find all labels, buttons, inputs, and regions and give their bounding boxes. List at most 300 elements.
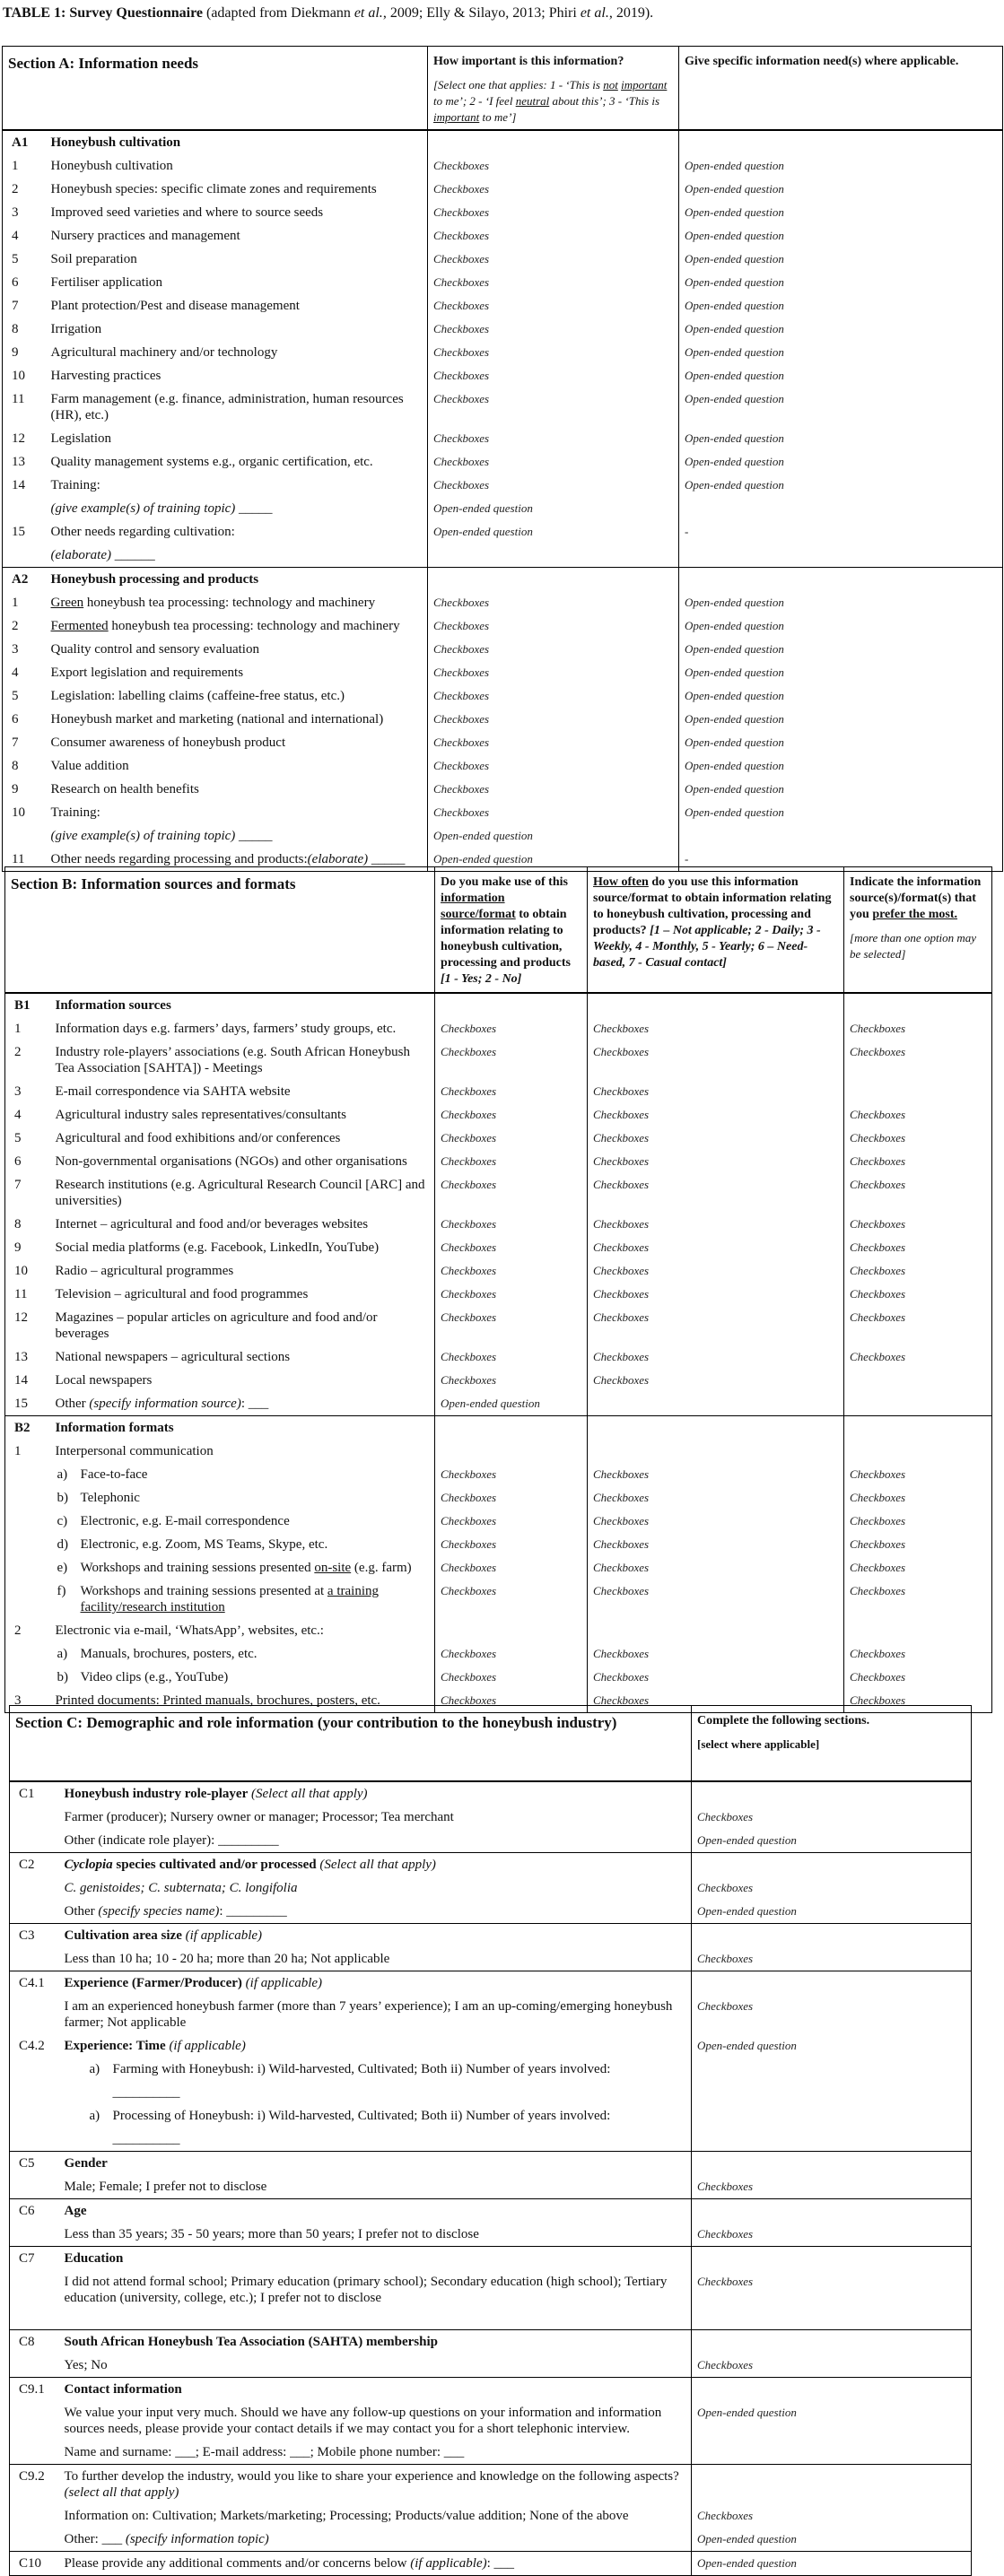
checkboxes-cell[interactable]: Checkboxes (435, 1173, 588, 1213)
checkboxes-cell[interactable]: Checkboxes (844, 1150, 992, 1173)
row-number (5, 1642, 50, 1666)
checkboxes-cell[interactable]: Checkboxes (435, 1369, 588, 1392)
checkboxes-cell[interactable]: Checkboxes (588, 1259, 844, 1283)
checkboxes-cell[interactable]: Checkboxes (588, 1306, 844, 1345)
text-fragment: on-site (314, 1561, 352, 1575)
checkboxes-cell[interactable]: Checkboxes (844, 1666, 992, 1689)
checkboxes-cell[interactable]: Checkboxes (435, 1127, 588, 1150)
open-ended-cell[interactable]: Open-ended question (435, 1392, 588, 1416)
text-fragment: Other needs regarding processing and products: (50, 852, 308, 866)
open-ended-cell[interactable]: Open-ended question (679, 778, 1003, 801)
table-row (5, 1345, 992, 1369)
row-label: Male; Female; I prefer not to disclose (64, 2180, 267, 2194)
table-row (3, 248, 1003, 271)
checkboxes-cell[interactable]: Checkboxes (844, 1173, 992, 1213)
row-number: 1 (12, 596, 19, 610)
row-label: Electronic via e-mail, ‘WhatsApp’, websites, etc.: (55, 1623, 324, 1638)
row-number (10, 2401, 59, 2441)
open-ended-cell[interactable]: Open-ended question (679, 387, 1003, 427)
checkboxes-cell[interactable]: Checkboxes (428, 178, 679, 201)
table-row (10, 1853, 972, 1877)
empty-cell (692, 2058, 972, 2081)
open-ended-cell[interactable]: Open-ended question (679, 341, 1003, 364)
checkboxes-cell[interactable]: Checkboxes (588, 1150, 844, 1173)
row-label: Information formats (50, 1416, 435, 1440)
open-ended-cell[interactable]: Open-ended question (679, 271, 1003, 294)
open-ended-cell[interactable]: Open-ended question (692, 2034, 972, 2058)
open-ended-cell: - (679, 520, 1003, 544)
checkboxes-cell[interactable]: Checkboxes (588, 1173, 844, 1213)
complete-column-header: Complete the following sections. [select where applicable] (692, 1706, 972, 1782)
empty-cell (435, 1416, 588, 1440)
checkboxes-cell[interactable]: Checkboxes (692, 1947, 972, 1971)
row-number: 5 (12, 252, 19, 266)
checkboxes-cell[interactable]: Checkboxes (428, 364, 679, 387)
empty-cell (692, 2128, 972, 2152)
empty-cell (844, 1416, 992, 1440)
row-label: Information on: Cultivation; Markets/marketing; Processing; Products/value addition; None of the above (64, 2509, 629, 2523)
checkboxes-cell[interactable]: Checkboxes (844, 1127, 992, 1150)
row-number: A2 (3, 568, 46, 592)
row-number (5, 1533, 50, 1556)
text-fragment: Other (55, 1397, 90, 1411)
row-label (46, 824, 428, 848)
checkboxes-cell[interactable]: Checkboxes (435, 1017, 588, 1040)
checkboxes-cell[interactable]: Checkboxes (588, 1556, 844, 1580)
sub-item-marker: d) (57, 1537, 68, 1552)
checkboxes-cell[interactable]: Checkboxes (588, 1533, 844, 1556)
row-number: 5 (14, 1131, 22, 1145)
checkboxes-cell[interactable]: Checkboxes (428, 474, 679, 497)
row-label (46, 497, 428, 520)
open-ended-cell[interactable]: Open-ended question (679, 474, 1003, 497)
open-ended-cell[interactable]: Open-ended question (692, 1900, 972, 1924)
row-number (3, 824, 46, 848)
empty-cell (692, 2081, 972, 2104)
open-ended-cell[interactable]: Open-ended question (679, 661, 1003, 684)
text-fragment: [1 – Not applicable; 2 - Daily; 3 - Weekly, 4 - Monthly, 5 - Yearly; 6 – Need-based, 7 - Casual contact] (593, 924, 821, 970)
row-label: Research on health benefits (50, 782, 199, 796)
checkboxes-cell[interactable]: Checkboxes (844, 1486, 992, 1510)
open-ended-cell[interactable]: Open-ended question (679, 154, 1003, 178)
checkboxes-cell[interactable]: Checkboxes (844, 1533, 992, 1556)
open-ended-cell[interactable]: Open-ended question (679, 224, 1003, 248)
row-number (3, 497, 46, 520)
row-number: 10 (14, 1264, 28, 1278)
row-number: 2 (14, 1045, 22, 1059)
group-row (5, 993, 992, 1017)
checkboxes-cell[interactable]: Checkboxes (844, 1580, 992, 1619)
checkboxes-cell[interactable]: Checkboxes (435, 1103, 588, 1127)
row-label (59, 1971, 692, 1996)
checkboxes-cell[interactable]: Checkboxes (428, 731, 679, 754)
row-number: 13 (14, 1350, 28, 1364)
table-row (3, 364, 1003, 387)
table-row (10, 2528, 972, 2552)
open-ended-cell: - (679, 848, 1003, 872)
table-row (3, 318, 1003, 341)
checkboxes-cell[interactable]: Checkboxes (428, 248, 679, 271)
row-number: C5 (10, 2152, 59, 2176)
checkboxes-cell[interactable]: Checkboxes (435, 1306, 588, 1345)
open-ended-cell[interactable]: Open-ended question (679, 248, 1003, 271)
checkboxes-cell[interactable]: Checkboxes (692, 1876, 972, 1900)
checkboxes-cell[interactable]: Checkboxes (844, 1556, 992, 1580)
section-b-table (4, 866, 992, 1713)
open-ended-cell[interactable]: Open-ended question (679, 450, 1003, 474)
checkboxes-cell[interactable]: Checkboxes (428, 708, 679, 731)
table-row (5, 1580, 992, 1619)
table-row (10, 2552, 972, 2576)
row-label: Television – agricultural and food programmes (55, 1287, 309, 1301)
checkboxes-cell[interactable]: Checkboxes (588, 1213, 844, 1236)
checkboxes-cell[interactable]: Checkboxes (692, 1995, 972, 2034)
row-number: C4.2 (19, 2039, 45, 2053)
open-ended-cell[interactable]: Open-ended question (428, 520, 679, 544)
table-row (3, 271, 1003, 294)
checkboxes-cell[interactable]: Checkboxes (588, 1463, 844, 1486)
table-row (10, 2247, 972, 2271)
table-row (10, 2378, 972, 2402)
table-row (5, 1150, 992, 1173)
table-row (3, 731, 1003, 754)
checkboxes-cell[interactable]: Checkboxes (588, 1666, 844, 1689)
checkboxes-cell[interactable]: Checkboxes (435, 1236, 588, 1259)
text-fragment: species cultivated and/or processed (112, 1858, 317, 1872)
checkboxes-cell[interactable]: Checkboxes (588, 1127, 844, 1150)
checkboxes-cell[interactable]: Checkboxes (692, 2354, 972, 2378)
table-row (5, 1392, 992, 1416)
text-fragment: to obtain information relating to honeybush cultivation, processing and products (441, 908, 571, 970)
checkboxes-cell[interactable]: Checkboxes (844, 1259, 992, 1283)
checkboxes-cell[interactable]: Checkboxes (435, 1345, 588, 1369)
checkboxes-cell[interactable]: Checkboxes (435, 1510, 588, 1533)
open-ended-cell[interactable]: Open-ended question (679, 201, 1003, 224)
checkboxes-cell[interactable]: Checkboxes (428, 294, 679, 318)
checkboxes-cell[interactable]: Checkboxes (844, 1642, 992, 1666)
row-label (46, 544, 428, 568)
checkboxes-cell[interactable]: Checkboxes (435, 1040, 588, 1080)
checkboxes-cell[interactable]: Checkboxes (428, 801, 679, 824)
text-fragment: information source/format (441, 892, 516, 921)
row-number: 2 (12, 619, 19, 633)
text-fragment: TABLE 1: Survey Questionnaire (3, 5, 203, 21)
table-row (5, 1173, 992, 1213)
text-fragment: _____ (235, 501, 273, 516)
empty-cell (692, 2247, 972, 2271)
row-number: C2 (10, 1853, 59, 1877)
section-a-title: Section A: Information needs (3, 47, 428, 131)
checkboxes-cell[interactable]: Checkboxes (435, 1259, 588, 1283)
row-label (59, 1853, 692, 1877)
checkboxes-cell[interactable]: Checkboxes (588, 1040, 844, 1080)
table-row (5, 1533, 992, 1556)
checkboxes-cell[interactable]: Checkboxes (428, 341, 679, 364)
checkboxes-cell[interactable]: Checkboxes (428, 201, 679, 224)
row-number: 2 (12, 182, 19, 196)
text-fragment: [1 - Yes; 2 - No] (441, 972, 522, 986)
row-label (59, 2152, 692, 2176)
checkboxes-cell[interactable]: Checkboxes (428, 427, 679, 450)
checkboxes-cell[interactable]: Checkboxes (844, 1689, 992, 1713)
row-number: 4 (12, 229, 19, 243)
text-fragment: (e.g. farm) (351, 1561, 412, 1575)
table-row (10, 2199, 972, 2224)
checkboxes-cell[interactable]: Checkboxes (588, 1283, 844, 1306)
open-ended-cell[interactable]: Open-ended question (679, 801, 1003, 824)
row-label (59, 2528, 692, 2552)
specific-needs-column-header: Give specific information need(s) where applicable. (679, 47, 1003, 131)
row-number (10, 2104, 59, 2128)
text-fragment: (specify species name) (98, 1904, 220, 1919)
checkboxes-cell[interactable]: Checkboxes (588, 1510, 844, 1533)
checkboxes-cell[interactable]: Checkboxes (588, 1345, 844, 1369)
checkboxes-cell[interactable]: Checkboxes (435, 1580, 588, 1619)
checkboxes-cell[interactable]: Checkboxes (692, 2223, 972, 2247)
row-number (10, 2528, 59, 2552)
checkboxes-cell[interactable]: Checkboxes (588, 1580, 844, 1619)
row-number: 10 (12, 805, 25, 820)
checkboxes-cell[interactable]: Checkboxes (844, 1236, 992, 1259)
select-note: [select where applicable] (697, 1737, 820, 1751)
table-row (5, 1666, 992, 1689)
group-row (3, 568, 1003, 592)
row-number (10, 2354, 59, 2378)
row-label: Agricultural and food exhibitions and/or conferences (55, 1131, 341, 1145)
open-ended-cell[interactable]: Open-ended question (692, 1829, 972, 1853)
text-fragment: Workshops and training sessions presented (80, 1561, 315, 1575)
checkboxes-cell[interactable]: Checkboxes (844, 1213, 992, 1236)
text-fragment: Gender (64, 2156, 108, 2171)
checkboxes-cell[interactable]: Checkboxes (588, 1369, 844, 1392)
row-label: a) Face-to-face (57, 1467, 148, 1482)
checkboxes-cell[interactable]: Checkboxes (692, 2175, 972, 2199)
open-ended-cell[interactable]: Open-ended question (692, 2528, 972, 2552)
open-ended-cell[interactable]: Open-ended question (679, 318, 1003, 341)
checkboxes-cell[interactable]: Checkboxes (428, 387, 679, 427)
table-row (10, 2354, 972, 2378)
checkboxes-cell[interactable]: Checkboxes (428, 591, 679, 614)
checkboxes-cell[interactable]: Checkboxes (844, 1510, 992, 1533)
open-ended-cell[interactable]: Open-ended question (679, 708, 1003, 731)
row-label: Value addition (50, 759, 129, 773)
open-ended-cell[interactable]: Open-ended question (428, 824, 679, 848)
row-number: B2 (5, 1416, 50, 1440)
empty-cell (588, 1416, 844, 1440)
row-number: 8 (12, 322, 19, 336)
table-row (3, 497, 1003, 520)
checkboxes-cell[interactable]: Checkboxes (435, 1080, 588, 1103)
row-label: Non-governmental organisations (NGOs) and other organisations (55, 1154, 407, 1169)
text-fragment: et al. (580, 5, 609, 21)
row-label: Name and surname: ___; E-mail address: ___; Mobile phone number: ___ (64, 2445, 465, 2459)
checkboxes-cell[interactable]: Checkboxes (588, 1103, 844, 1127)
checkboxes-cell[interactable]: Checkboxes (435, 1150, 588, 1173)
row-number: 10 (12, 369, 25, 383)
open-ended-cell[interactable]: Open-ended question (679, 754, 1003, 778)
checkboxes-cell[interactable]: Checkboxes (844, 1103, 992, 1127)
checkboxes-cell[interactable]: Checkboxes (428, 154, 679, 178)
checkboxes-cell[interactable]: Checkboxes (844, 1306, 992, 1345)
open-ended-cell[interactable]: Open-ended question (679, 427, 1003, 450)
checkboxes-cell[interactable]: Checkboxes (844, 1345, 992, 1369)
row-number: 9 (12, 782, 19, 796)
checkboxes-cell[interactable]: Checkboxes (435, 1463, 588, 1486)
checkboxes-cell[interactable]: Checkboxes (588, 1689, 844, 1713)
table-row (3, 201, 1003, 224)
table-row (5, 1259, 992, 1283)
row-label: I did not attend formal school; Primary education (primary school); Secondary education (high school); Tertiary education (university, college, etc.); I prefer not to disclose (64, 2275, 668, 2305)
row-number: 3 (14, 1084, 22, 1099)
importance-column-header: How important is this information? [Select one that applies: 1 - ‘This is not important to me’; 2 - ‘I feel neutral about this’; 3 - ‘This is important to me’] (428, 47, 679, 131)
checkboxes-cell[interactable]: Checkboxes (428, 638, 679, 661)
open-ended-cell[interactable]: Open-ended question (428, 497, 679, 520)
table-row (5, 1486, 992, 1510)
row-label: We value your input very much. Should we have any follow-up questions on your information and information sources needs, please provide your contact details if we may contact you for a short telephonic interview. (64, 2406, 662, 2436)
sub-item-marker: a) (89, 2109, 100, 2123)
row-label: Yes; No (64, 2358, 108, 2372)
empty-cell (428, 544, 679, 568)
empty-cell (692, 2465, 972, 2505)
checkboxes-cell[interactable]: Checkboxes (844, 1283, 992, 1306)
row-number (10, 2441, 59, 2465)
open-ended-cell[interactable]: Open-ended question (679, 638, 1003, 661)
checkboxes-cell[interactable]: Checkboxes (435, 1533, 588, 1556)
checkboxes-cell[interactable]: Checkboxes (588, 1236, 844, 1259)
use-column-header (435, 867, 588, 994)
checkboxes-cell[interactable]: Checkboxes (435, 1689, 588, 1713)
row-label: Harvesting practices (50, 369, 162, 383)
row-number: 11 (12, 392, 25, 406)
table-row (10, 1947, 972, 1971)
row-label: Nursery practices and management (50, 229, 240, 243)
open-ended-cell[interactable]: Open-ended question (679, 614, 1003, 638)
row-number: C1 (10, 1781, 59, 1806)
open-ended-cell[interactable]: Open-ended question (692, 2552, 972, 2576)
text-fragment: (select all that apply) (64, 2485, 179, 2500)
table-row (5, 1306, 992, 1345)
row-number (10, 1947, 59, 1971)
row-number: B1 (14, 998, 31, 1013)
row-label: Information sources (55, 998, 171, 1013)
table-row (3, 708, 1003, 731)
row-number: C9.2 (10, 2465, 59, 2505)
text-fragment: (if applicable) (410, 2556, 487, 2571)
row-label: Plant protection/Pest and disease management (50, 299, 300, 313)
text-fragment: not (603, 78, 618, 91)
checkboxes-cell[interactable]: Checkboxes (435, 1213, 588, 1236)
empty-cell (692, 2152, 972, 2176)
checkboxes-cell[interactable]: Checkboxes (435, 1666, 588, 1689)
row-number: 1 (12, 159, 19, 173)
table-row (10, 2128, 972, 2152)
row-label: Honeybush species: specific climate zones and requirements (50, 182, 377, 196)
row-label: Training: (50, 478, 100, 492)
open-ended-cell[interactable]: Open-ended question (679, 364, 1003, 387)
preference-note: [more than one option may be selected] (850, 931, 977, 961)
row-number: 12 (14, 1310, 28, 1325)
empty-cell (588, 1619, 844, 1642)
table-row (10, 2034, 972, 2058)
checkboxes-cell[interactable]: Checkboxes (588, 1642, 844, 1666)
empty-cell (692, 2104, 972, 2128)
checkboxes-cell[interactable]: Checkboxes (844, 1463, 992, 1486)
table-row (5, 1236, 992, 1259)
open-ended-cell[interactable]: Open-ended question (679, 684, 1003, 708)
checkboxes-cell[interactable]: Checkboxes (428, 614, 679, 638)
checkboxes-cell[interactable]: Checkboxes (435, 1556, 588, 1580)
row-label: b) Telephonic (57, 1491, 140, 1505)
table-row (3, 294, 1003, 318)
checkboxes-cell[interactable]: Checkboxes (428, 778, 679, 801)
open-ended-cell[interactable]: Open-ended question (679, 591, 1003, 614)
table-row (10, 2152, 972, 2176)
row-number (5, 1666, 50, 1689)
text-fragment: How often (593, 875, 649, 889)
row-label (59, 2247, 692, 2271)
row-label: Agricultural industry sales representatives/consultants (55, 1108, 346, 1122)
checkboxes-cell[interactable]: Checkboxes (428, 271, 679, 294)
table-row (10, 1924, 972, 1948)
empty-cell (435, 1619, 588, 1642)
table-row (10, 2330, 972, 2354)
table-row (10, 2058, 972, 2081)
table-row (10, 2401, 972, 2441)
open-ended-cell[interactable]: Open-ended question (428, 848, 679, 872)
checkboxes-cell[interactable]: Checkboxes (435, 1283, 588, 1306)
table-row (3, 387, 1003, 427)
checkboxes-cell[interactable]: Checkboxes (692, 1806, 972, 1829)
open-ended-cell[interactable]: Open-ended question (692, 2401, 972, 2441)
row-label: Printed documents: Printed manuals, brochures, posters, etc. (55, 1693, 380, 1708)
row-number: C3 (10, 1924, 59, 1948)
checkboxes-cell[interactable]: Checkboxes (844, 1040, 992, 1080)
empty-cell (692, 2330, 972, 2354)
table-row (5, 1080, 992, 1103)
table-row (5, 1619, 992, 1642)
checkboxes-cell[interactable]: Checkboxes (428, 224, 679, 248)
empty-cell (679, 824, 1003, 848)
checkboxes-cell[interactable]: Checkboxes (435, 1486, 588, 1510)
open-ended-cell[interactable]: Open-ended question (679, 731, 1003, 754)
row-label: Irrigation (50, 322, 102, 336)
checkboxes-cell[interactable]: Checkboxes (428, 450, 679, 474)
checkboxes-cell[interactable]: Checkboxes (428, 684, 679, 708)
checkboxes-cell[interactable]: Checkboxes (844, 1017, 992, 1040)
row-number: 7 (14, 1178, 22, 1192)
empty-cell (588, 1440, 844, 1463)
checkboxes-cell[interactable]: Checkboxes (435, 1642, 588, 1666)
open-ended-cell[interactable]: Open-ended question (679, 178, 1003, 201)
table-row (5, 1213, 992, 1236)
table-row (3, 591, 1003, 614)
checkboxes-cell[interactable]: Checkboxes (428, 754, 679, 778)
table-row (5, 1017, 992, 1040)
group-row (5, 1416, 992, 1440)
checkboxes-cell[interactable]: Checkboxes (588, 1080, 844, 1103)
checkboxes-cell[interactable]: Checkboxes (588, 1486, 844, 1510)
checkboxes-cell[interactable]: Checkboxes (428, 318, 679, 341)
checkboxes-cell[interactable]: Checkboxes (588, 1017, 844, 1040)
checkboxes-cell[interactable]: Checkboxes (692, 2504, 972, 2528)
row-label (46, 591, 428, 614)
checkboxes-cell[interactable]: Checkboxes (692, 2270, 972, 2330)
open-ended-cell[interactable]: Open-ended question (679, 294, 1003, 318)
row-number: 4 (12, 666, 19, 680)
row-label: Consumer awareness of honeybush product (50, 735, 286, 750)
row-number: 14 (14, 1373, 28, 1388)
checkboxes-cell[interactable]: Checkboxes (428, 661, 679, 684)
